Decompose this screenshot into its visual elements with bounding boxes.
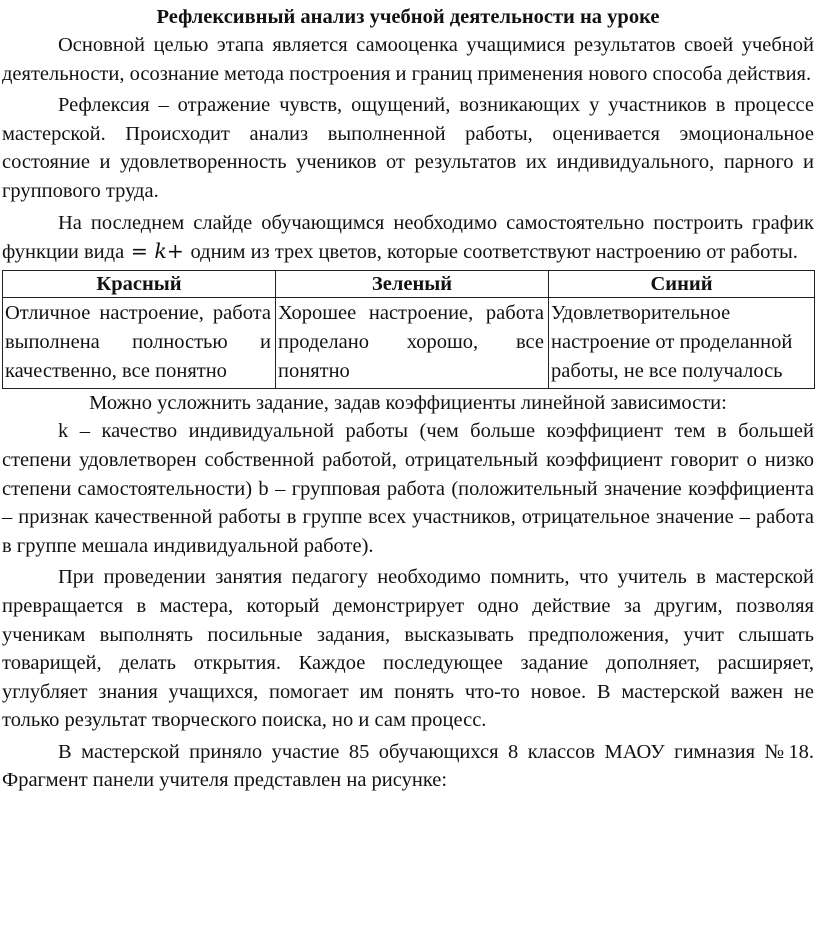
graph-task-text-after: одним из трех цветов, которые соответствуют настроению от работы. bbox=[190, 241, 798, 264]
header-green: Зеленый bbox=[276, 270, 549, 297]
paragraph-complicate: Можно усложнить задание, задав коэффициенты линейной зависимости: bbox=[89, 391, 727, 414]
paragraph-reflection: Рефлексия – отражение чувств, ощущений, возникающих у участников в процессе мастерской. Происходит анализ выполненной работы, оценивается эмоциональное состояние и удовлетворенность учеников от результатов их индивидуального, парного и группового труда. bbox=[2, 94, 814, 202]
mood-color-table bbox=[2, 270, 815, 389]
header-blue: Синий bbox=[549, 270, 815, 297]
table-header-row bbox=[3, 270, 815, 297]
paragraph-coefficients: k – качество индивидуальной работы (чем больше коэффициент тем в большей степени удовлетворен собственной работой, отрицательный коэффициент говорит о низко степени самостоятельности) b – групповая работа (положительный значение коэффициента – признак качественной работы в группе всех участников, отрицательное значение – работа в группе мешала индивидуальной работе). bbox=[2, 420, 814, 557]
paragraph-teacher: При проведении занятия педагогу необходимо помнить, что учитель в мастерской превращается в мастера, который демонстрирует одно действие за другим, позволяя ученикам выполнять посильные задания, высказывать предположения, учит слышать товарищей, делать открытия. Каждое последующее задание дополняет, расширяет, углубляет знания учащихся, помогает им понять что-то новое. В мастерской важен не только результат творческого поиска, но и сам процесс. bbox=[2, 566, 814, 732]
document-title: Рефлексивный анализ учебной деятельности на уроке bbox=[156, 6, 660, 28]
paragraph-goal: Основной целью этапа является самооценка учащимися результатов своей учебной деятельности, осознание метода построения и границ применения нового способа действия. bbox=[2, 34, 814, 85]
formula: = 𝑘+ bbox=[124, 239, 191, 264]
paragraph-graph-task bbox=[2, 209, 814, 267]
paragraph-participants: В мастерской приняло участие 85 обучающихся 8 классов МАОУ гимназия №18. Фрагмент панели учителя представлен на рисунке: bbox=[2, 740, 814, 792]
table-row bbox=[3, 297, 815, 388]
graph-task-text-before: На последнем слайде обучающимся необходимо самостоятельно построить график функции вида bbox=[2, 211, 814, 264]
cell-red: Отличное настроение, работа выполнена полностью и качественно, все понятно bbox=[3, 297, 276, 388]
header-red: Красный bbox=[3, 270, 276, 297]
cell-blue: Удовлетворительное настроение от проделанной работы, не все получалось bbox=[549, 297, 815, 388]
cell-green: Хорошее настроение, работа проделано хорошо, все понятно bbox=[276, 297, 549, 388]
